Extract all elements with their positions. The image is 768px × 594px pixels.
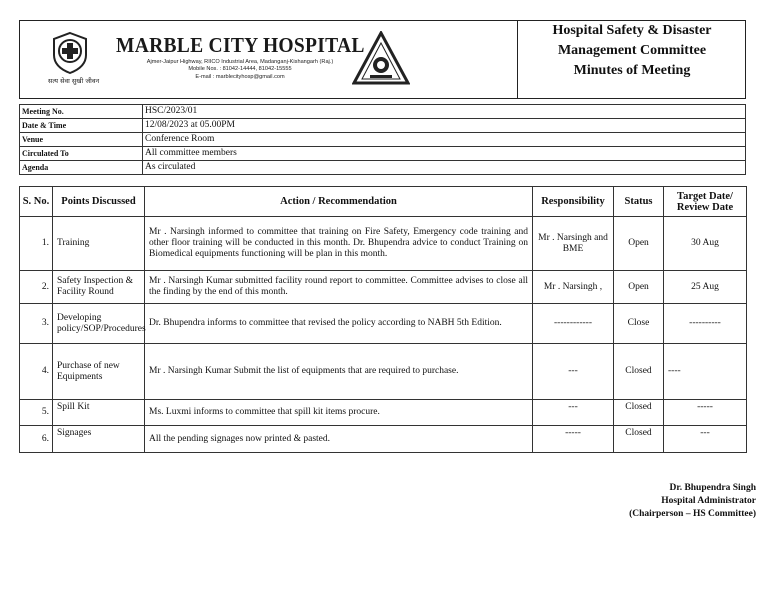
row-responsibility: --- (533, 400, 614, 426)
signatory-name: Dr. Bhupendra Singh (669, 483, 756, 493)
col-header-target: Target Date/ Review Date (664, 187, 747, 217)
col-header-points: Points Discussed (53, 187, 145, 217)
row-status: Close (614, 304, 664, 344)
info-value: All committee members (143, 147, 746, 161)
row-sno: 2. (20, 271, 53, 304)
table-row (20, 344, 747, 400)
row-responsibility: ----- (533, 426, 614, 453)
hospital-address (120, 59, 360, 81)
row-action: Ms. Luxmi informs to committee that spill kit items procure. (145, 400, 533, 426)
row-responsibility: --- (533, 344, 614, 400)
info-value: 12/08/2023 at 05.00PM (143, 119, 746, 133)
committee-title (517, 21, 747, 81)
signature-block (629, 482, 756, 521)
col-header-status: Status (614, 187, 664, 217)
info-row (20, 161, 746, 175)
row-point: Signages (53, 426, 145, 453)
row-point: Spill Kit (53, 400, 145, 426)
info-row (20, 147, 746, 161)
row-point: Purchase of new Equipments (53, 344, 145, 400)
row-action: All the pending signages now printed & pasted. (145, 426, 533, 453)
minutes-title: Minutes of Meeting (573, 63, 691, 78)
info-row (20, 119, 746, 133)
row-target: --- (664, 426, 747, 453)
table-header-row (20, 187, 747, 217)
table-row (20, 304, 747, 344)
row-sno: 6. (20, 426, 53, 453)
signatory-role: (Chairperson – HS Committee) (629, 509, 756, 519)
row-status: Open (614, 217, 664, 271)
nabh-accreditation-icon (352, 31, 410, 85)
info-label: Circulated To (20, 147, 143, 161)
row-target: ---------- (664, 304, 747, 344)
row-point: Developing policy/SOP/Procedures (53, 304, 145, 344)
row-target: 25 Aug (664, 271, 747, 304)
minutes-table (19, 186, 747, 453)
row-point: Safety Inspection & Facility Round (53, 271, 145, 304)
letterhead (19, 20, 746, 99)
committee-title-line: Management Committee (557, 43, 707, 58)
email-line: E-mail : marblecityhosp@gmail.com (195, 73, 285, 80)
contact-line: Mobile Nos. : 81042-14444, 81042-15555 (188, 66, 292, 73)
info-label: Date & Time (20, 119, 143, 133)
row-action: Mr . Narsingh Kumar submitted facility round report to committee. Committee advises to close all the finding by the end of this month. (145, 271, 533, 304)
committee-title-line: Hospital Safety & Disaster (552, 23, 712, 38)
row-responsibility: Mr . Narsingh and BME (533, 217, 614, 271)
info-label: Venue (20, 133, 143, 147)
row-status: Open (614, 271, 664, 304)
info-label: Meeting No. (20, 105, 143, 119)
table-row (20, 400, 747, 426)
hospital-name: MARBLE CITY HOSPITAL (116, 33, 365, 57)
row-status: Closed (614, 344, 664, 400)
info-row (20, 105, 746, 119)
col-header-responsibility: Responsibility (533, 187, 614, 217)
row-target: ---- (664, 344, 747, 400)
row-status: Closed (614, 426, 664, 453)
table-row (20, 426, 747, 453)
table-row (20, 217, 747, 271)
row-sno: 1. (20, 217, 53, 271)
hospital-emblem-icon (50, 31, 90, 75)
row-responsibility: ------------ (533, 304, 614, 344)
signatory-designation: Hospital Administrator (661, 496, 756, 506)
info-value: HSC/2023/01 (143, 105, 746, 119)
row-sno: 5. (20, 400, 53, 426)
row-point: Training (53, 217, 145, 271)
row-responsibility: Mr . Narsingh , (533, 271, 614, 304)
row-target: ----- (664, 400, 747, 426)
col-header-sno: S. No. (20, 187, 53, 217)
meeting-info-table (19, 104, 746, 175)
col-header-action: Action / Recommendation (145, 187, 533, 217)
row-action: Mr . Narsingh informed to committee that training on Fire Safety, Emergency code training and other floor training will be conducted in this month. Dr. Bhupendra advice to conduct Training on Biomedical equipments functioning will be plan in this month. (145, 217, 533, 271)
info-label: Agenda (20, 161, 143, 175)
hospital-tagline: सत्य सेवा सुखी जीवन (48, 77, 100, 85)
info-value: As circulated (143, 161, 746, 175)
row-sno: 4. (20, 344, 53, 400)
row-target: 30 Aug (664, 217, 747, 271)
table-row (20, 271, 747, 304)
row-action: Mr . Narsingh Kumar Submit the list of equipments that are required to purchase. (145, 344, 533, 400)
info-row (20, 133, 746, 147)
info-value: Conference Room (143, 133, 746, 147)
row-status: Closed (614, 400, 664, 426)
row-sno: 3. (20, 304, 53, 344)
row-action: Dr. Bhupendra informs to committee that revised the policy according to NABH 5th Edition. (145, 304, 533, 344)
address-line: Ajmer-Jaipur Highway, RIICO Industrial Area, Madanganj-Kishangarh (Raj.) (146, 59, 334, 65)
